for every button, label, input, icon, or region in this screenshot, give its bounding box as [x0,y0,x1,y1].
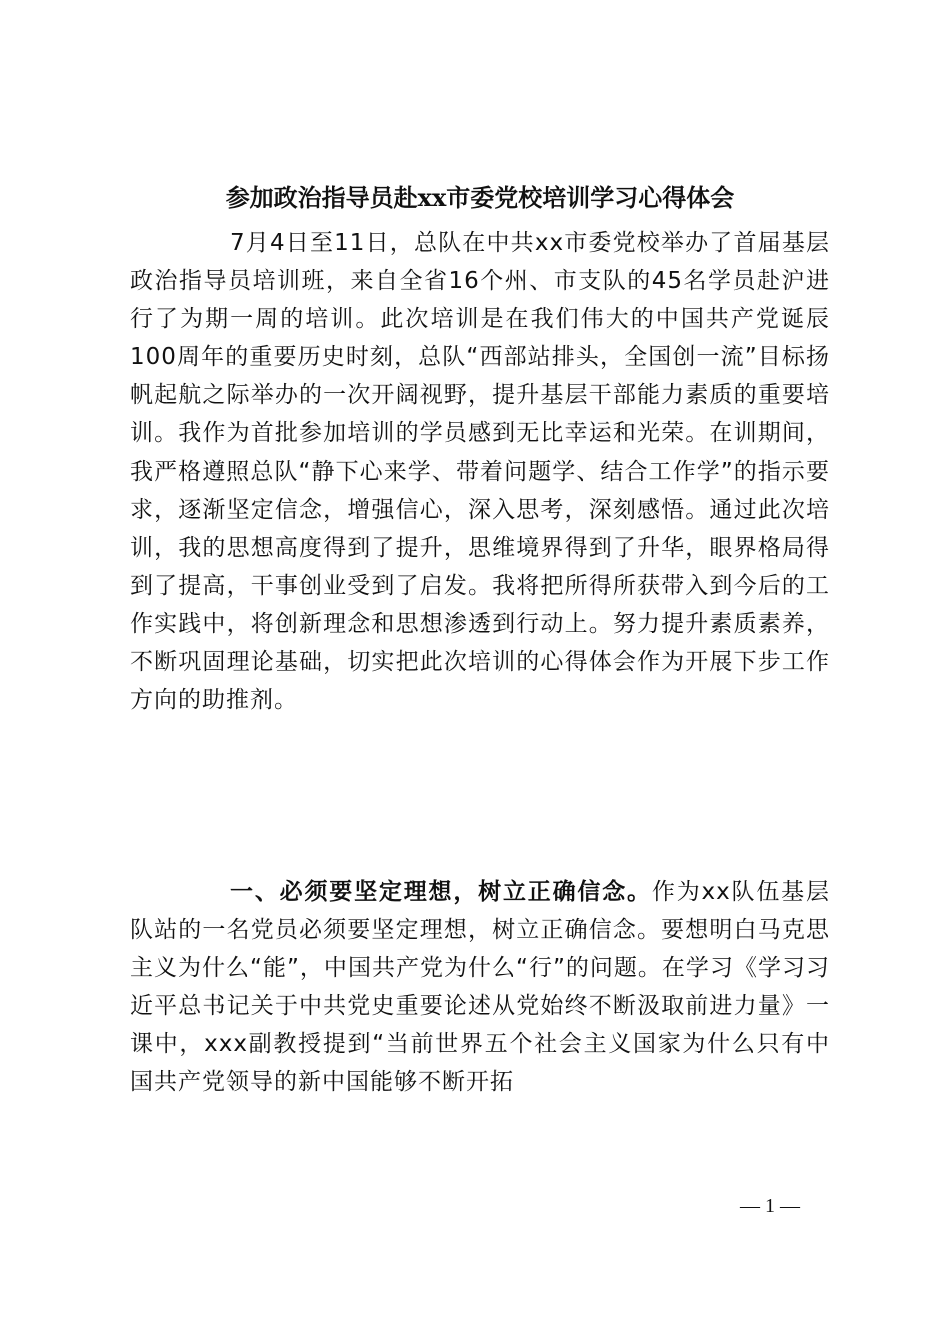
document-title: 参加政治指导员赴xx市委党校培训学习心得体会 [225,183,735,212]
section-one-text: 作为xx队伍基层队站的一名党员必须要坚定理想，树立正确信念。要想明白马克思主义为什么“能”，中国共产党为什么“行”的问题。在学习《学习习近平总书记关于中共党史重要论述从党始终不断汲取前进力量》一课中，xxx副教授提到“当前世界五个社会主义国家为什么只有中国共产党领导的新中国能够不断开拓 [130,879,830,1096]
paragraph-section-one [130,873,830,1102]
section-one-heading: 一、必须要坚定理想，树立正确信念。 [230,879,652,905]
paragraph-intro-text: 7月4日至11日，总队在中共xx市委党校举办了首届基层政治指导员培训班，来自全省16个州、市支队的45名学员赴沪进行了为期一周的培训。此次培训是在我们伟大的中国共产党诞辰100周年的重要历史时刻，总队“西部站排头，全国创一流”目标扬帆起航之际举办的一次开阔视野，提升基层干部能力素质的重要培训。我作为首批参加培训的学员感到无比幸运和光荣。在训期间，我严格遵照总队“静下心来学、带着问题学、结合工作学”的指示要求，逐渐坚定信念，增强信心，深入思考，深刻感悟。通过此次培训，我的思想高度得到了提升，思维境界得到了升华，眼界格局得到了提高，干事创业受到了启发。我将把所得所获带入到今后的工作实践中，将创新理念和思想渗透到行动上。努力提升素质素养，不断巩固理论基础，切实把此次培训的心得体会作为开展下步工作方向的助推剂。 [130,230,830,714]
paragraph-intro [130,224,830,719]
page-number: — 1 — [740,1195,800,1217]
